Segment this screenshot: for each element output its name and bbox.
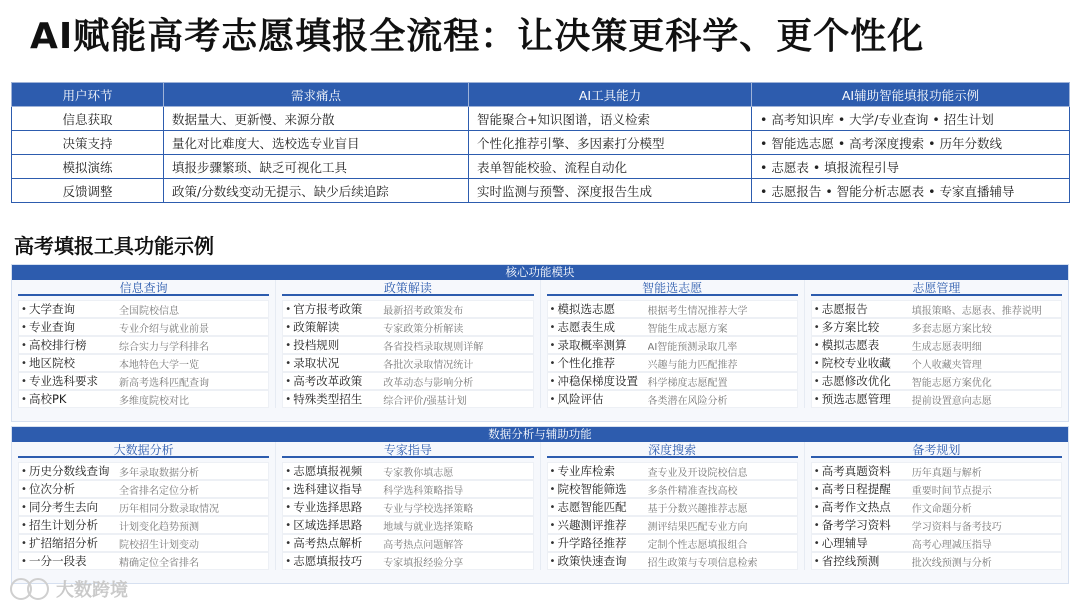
feature-item — [18, 552, 269, 570]
feature-desc: 科学选科策略指导 — [383, 485, 464, 497]
bullet-icon: • — [21, 393, 27, 405]
feature-column — [12, 442, 276, 570]
bullet-icon: • — [285, 339, 292, 351]
feature-item — [18, 462, 269, 480]
feature-desc: 多维度院校对比 — [119, 395, 189, 407]
feature-desc: 填报策略、志愿表、推荐说明 — [911, 305, 1042, 317]
feature-name: 预选志愿管理 — [821, 392, 891, 406]
table-header: 需求痛点 — [164, 83, 469, 107]
feature-column — [276, 280, 540, 408]
feature-column — [805, 442, 1068, 570]
bullet-icon: • — [285, 537, 292, 549]
feature-item — [811, 516, 1062, 534]
bullet-icon: • — [549, 555, 556, 567]
feature-item — [547, 318, 798, 336]
bullet-icon: • — [549, 357, 556, 369]
column-title: 政策解读 — [282, 280, 533, 296]
feature-item — [18, 372, 269, 390]
column-title: 大数据分析 — [18, 442, 269, 458]
bullet-icon: • — [549, 519, 556, 531]
feature-name: 政策解读 — [293, 320, 340, 334]
feature-name: 个性化推荐 — [557, 356, 615, 370]
bullet-icon: • — [21, 483, 27, 495]
bullet-icon: • — [285, 501, 292, 513]
feature-item — [547, 480, 798, 498]
feature-desc: 地域与就业选择策略 — [383, 521, 474, 533]
feature-desc: 新高考选科匹配查询 — [119, 377, 209, 389]
feature-desc: 生成志愿表明细 — [911, 341, 982, 353]
feature-name: 招生计划分析 — [29, 518, 98, 532]
bullet-icon: • — [21, 339, 27, 351]
bullet-icon: • — [21, 519, 27, 531]
feature-item — [547, 552, 798, 570]
feature-column — [541, 442, 805, 570]
bullet-icon: • — [813, 357, 820, 369]
summary-table — [11, 82, 1070, 203]
table-cell: 个性化推荐引擎、多因素打分模型 — [469, 131, 752, 155]
feature-column — [12, 280, 276, 408]
feature-desc: 全省排名定位分析 — [119, 485, 199, 497]
table-cell: • 志愿表 • 填报流程引导 — [752, 155, 1070, 179]
feature-item — [282, 516, 533, 534]
bullet-icon: • — [549, 465, 556, 477]
feature-column — [541, 280, 805, 408]
feature-name: 院校专业收藏 — [821, 356, 891, 370]
table-cell: 政策/分数线变动无提示、缺少后续追踪 — [164, 179, 469, 203]
feature-desc: 科学梯度志愿配置 — [647, 377, 728, 389]
table-header: 用户环节 — [12, 83, 164, 107]
feature-desc: 专业与学校选择策略 — [383, 503, 474, 515]
feature-desc: 各省投档录取规则详解 — [383, 341, 484, 353]
feature-desc: 各批次录取情况统计 — [383, 359, 474, 371]
feature-desc: 专业介绍与就业前景 — [119, 323, 209, 335]
column-title: 智能选志愿 — [547, 280, 798, 296]
feature-name: 区域选择思路 — [293, 518, 363, 532]
feature-name: 省控线预测 — [821, 554, 880, 568]
feature-name: 特殊类型招生 — [293, 392, 363, 406]
feature-item — [547, 516, 798, 534]
table-cell: 数据量大、更新慢、来源分散 — [164, 107, 469, 131]
bullet-icon: • — [549, 537, 556, 549]
feature-item — [18, 516, 269, 534]
feature-item — [18, 354, 269, 372]
feature-name: 官方报考政策 — [293, 302, 363, 316]
feature-desc: 综合评价/强基计划 — [383, 395, 467, 407]
bullet-icon: • — [813, 555, 820, 567]
column-title: 志愿管理 — [811, 280, 1062, 296]
feature-name: 大学查询 — [29, 302, 75, 316]
feature-desc: 高考心理减压指导 — [911, 539, 992, 551]
feature-name: 志愿报告 — [821, 302, 868, 316]
feature-name: 高考真题资料 — [821, 464, 891, 478]
table-cell: • 志愿报告 • 智能分析志愿表 • 专家直播辅导 — [752, 179, 1070, 203]
feature-desc: 院校招生计划变动 — [119, 539, 199, 551]
feature-desc: 专家政策分析解读 — [383, 323, 464, 335]
feature-desc: 根据考生情况推荐大学 — [647, 305, 748, 317]
bullet-icon: • — [285, 555, 292, 567]
bullet-icon: • — [21, 537, 27, 549]
feature-desc: 测评结果匹配专业方向 — [647, 521, 748, 533]
bullet-icon: • — [285, 483, 292, 495]
feature-desc: 计划变化趋势预测 — [119, 521, 199, 533]
bullet-icon: • — [21, 357, 27, 369]
feature-name: 位次分析 — [29, 482, 75, 496]
feature-desc: 最新招考政策发布 — [383, 305, 464, 317]
feature-name: 志愿填报视频 — [293, 464, 363, 478]
table-cell: 智能聚合+知识图谱，语义检索 — [469, 107, 752, 131]
feature-desc: 招生政策与专项信息检索 — [647, 557, 758, 569]
feature-name: 志愿填报技巧 — [293, 554, 363, 568]
table-row — [12, 107, 1070, 131]
feature-name: 高考改革政策 — [293, 374, 363, 388]
feature-desc: 作文命题分析 — [911, 503, 972, 515]
bullet-icon: • — [813, 465, 820, 477]
feature-item — [282, 354, 533, 372]
feature-desc: AI智能预测录取几率 — [647, 341, 738, 353]
feature-name: 高校排行榜 — [29, 338, 87, 352]
bullet-icon: • — [21, 465, 27, 477]
bullet-icon: • — [21, 303, 27, 315]
watermark-logo-icon — [8, 576, 52, 602]
feature-item — [547, 300, 798, 318]
feature-name: 风险评估 — [557, 392, 604, 406]
bullet-icon: • — [813, 393, 820, 405]
feature-item — [547, 336, 798, 354]
bullet-icon: • — [21, 555, 27, 567]
feature-name: 同分考生去向 — [29, 500, 98, 514]
feature-name: 选科建议指导 — [293, 482, 363, 496]
feature-name: 一分一段表 — [29, 554, 87, 568]
table-cell: • 智能选志愿 • 高考深度搜索 • 历年分数线 — [752, 131, 1070, 155]
module-columns — [12, 442, 1068, 570]
feature-desc: 多年录取数据分析 — [119, 467, 199, 479]
table-cell: 表单智能校验、流程自动化 — [469, 155, 752, 179]
table-cell: 模拟演练 — [12, 155, 164, 179]
bullet-icon: • — [549, 375, 556, 387]
column-title: 深度搜索 — [547, 442, 798, 458]
feature-item — [547, 462, 798, 480]
table-cell: 量化对比难度大、选校选专业盲目 — [164, 131, 469, 155]
table-row — [12, 179, 1070, 203]
table-header: AI工具能力 — [469, 83, 752, 107]
bullet-icon: • — [285, 321, 292, 333]
feature-item — [811, 354, 1062, 372]
feature-desc: 智能志愿方案优化 — [911, 377, 992, 389]
module-header: 核心功能模块 — [12, 265, 1068, 280]
feature-item — [811, 300, 1062, 318]
bullet-icon: • — [285, 375, 292, 387]
bullet-icon: • — [549, 501, 556, 513]
bullet-icon: • — [285, 393, 292, 405]
table-cell: 反馈调整 — [12, 179, 164, 203]
feature-name: 高考日程提醒 — [821, 482, 891, 496]
bullet-icon: • — [21, 321, 27, 333]
table-cell: 信息获取 — [12, 107, 164, 131]
feature-name: 志愿智能匹配 — [557, 500, 627, 514]
feature-item — [282, 480, 533, 498]
bullet-icon: • — [813, 339, 820, 351]
bullet-icon: • — [813, 483, 820, 495]
feature-name: 冲稳保梯度设置 — [557, 374, 638, 388]
bullet-icon: • — [21, 375, 27, 387]
feature-desc: 本地特色大学一览 — [119, 359, 199, 371]
feature-item — [811, 318, 1062, 336]
bullet-icon: • — [549, 303, 556, 315]
feature-name: 录取状况 — [293, 356, 340, 370]
bullet-icon: • — [21, 501, 27, 513]
feature-name: 兴趣测评推荐 — [557, 518, 627, 532]
feature-desc: 批次线预测与分析 — [911, 557, 992, 569]
feature-item — [547, 372, 798, 390]
feature-desc: 定制个性志愿填报组合 — [647, 539, 748, 551]
table-cell: 实时监测与预警、深度报告生成 — [469, 179, 752, 203]
bullet-icon: • — [549, 321, 556, 333]
feature-item — [282, 390, 533, 408]
feature-item — [18, 390, 269, 408]
feature-item — [547, 498, 798, 516]
table-cell: • 高考知识库 • 大学/专业查询 • 招生计划 — [752, 107, 1070, 131]
feature-item — [811, 498, 1062, 516]
bullet-icon: • — [813, 321, 820, 333]
bullet-icon: • — [813, 375, 820, 387]
table-cell: 填报步骤繁琐、缺乏可视化工具 — [164, 155, 469, 179]
feature-desc: 学习资料与备考技巧 — [911, 521, 1002, 533]
bullet-icon: • — [285, 519, 292, 531]
feature-item — [811, 552, 1062, 570]
feature-item — [811, 390, 1062, 408]
feature-item — [811, 336, 1062, 354]
column-title: 备考规划 — [811, 442, 1062, 458]
feature-item — [18, 300, 269, 318]
feature-item — [282, 336, 533, 354]
feature-name: 专业选科要求 — [29, 374, 98, 388]
module-header: 数据分析与辅助功能 — [12, 427, 1068, 442]
feature-desc: 综合实力与学科排名 — [119, 341, 209, 353]
feature-name: 模拟选志愿 — [557, 302, 615, 316]
feature-name: 高校PK — [29, 392, 67, 406]
section-title: 高考填报工具功能示例 — [14, 234, 214, 258]
feature-name: 多方案比较 — [821, 320, 880, 334]
feature-item — [18, 336, 269, 354]
column-title: 专家指导 — [282, 442, 533, 458]
feature-desc: 智能生成志愿方案 — [647, 323, 728, 335]
feature-name: 专业选择思路 — [293, 500, 363, 514]
feature-item — [282, 318, 533, 336]
feature-desc: 高考热点问题解答 — [383, 539, 464, 551]
feature-desc: 专家填报经验分享 — [383, 557, 464, 569]
feature-desc: 专家教你填志愿 — [383, 467, 454, 479]
feature-desc: 改革动态与影响分析 — [383, 377, 474, 389]
core-module — [11, 264, 1069, 422]
feature-name: 备考学习资料 — [821, 518, 891, 532]
feature-name: 专业库检索 — [557, 464, 615, 478]
feature-item — [282, 462, 533, 480]
feature-name: 录取概率测算 — [557, 338, 627, 352]
bullet-icon: • — [285, 465, 292, 477]
feature-item — [547, 534, 798, 552]
feature-desc: 全国院校信息 — [119, 305, 179, 317]
feature-name: 专业查询 — [29, 320, 75, 334]
feature-desc: 多条件精准查找高校 — [647, 485, 738, 497]
feature-name: 政策快速查询 — [557, 554, 627, 568]
feature-desc: 多套志愿方案比较 — [911, 323, 992, 335]
table-header-row — [12, 83, 1070, 107]
feature-desc: 重要时间节点提示 — [911, 485, 992, 497]
feature-name: 扩招缩招分析 — [29, 536, 98, 550]
feature-item — [811, 480, 1062, 498]
bullet-icon: • — [813, 303, 820, 315]
feature-item — [282, 498, 533, 516]
watermark — [8, 574, 128, 604]
feature-name: 高考作文热点 — [821, 500, 891, 514]
table-header: AI辅助智能填报功能示例 — [752, 83, 1070, 107]
bullet-icon: • — [285, 357, 292, 369]
feature-desc: 兴趣与能力匹配推荐 — [647, 359, 738, 371]
feature-item — [18, 318, 269, 336]
feature-item — [282, 300, 533, 318]
feature-desc: 个人收藏夹管理 — [911, 359, 982, 371]
feature-name: 志愿修改优化 — [821, 374, 891, 388]
bullet-icon: • — [813, 519, 820, 531]
feature-item — [547, 390, 798, 408]
feature-name: 高考热点解析 — [293, 536, 363, 550]
feature-name: 志愿表生成 — [557, 320, 615, 334]
feature-name: 心理辅导 — [821, 536, 868, 550]
table-row — [12, 155, 1070, 179]
feature-name: 升学路径推荐 — [557, 536, 627, 550]
feature-item — [811, 462, 1062, 480]
feature-item — [282, 552, 533, 570]
bullet-icon: • — [549, 483, 556, 495]
feature-column — [276, 442, 540, 570]
bullet-icon: • — [549, 339, 556, 351]
feature-column — [805, 280, 1068, 408]
bullet-icon: • — [285, 303, 292, 315]
feature-name: 地区院校 — [29, 356, 75, 370]
feature-desc: 基于分数兴趣推荐志愿 — [647, 503, 748, 515]
feature-item — [547, 354, 798, 372]
feature-desc: 各类潜在风险分析 — [647, 395, 728, 407]
feature-item — [282, 372, 533, 390]
feature-name: 院校智能筛选 — [557, 482, 627, 496]
feature-name: 模拟志愿表 — [821, 338, 880, 352]
table-cell: 决策支持 — [12, 131, 164, 155]
bullet-icon: • — [813, 537, 820, 549]
bullet-icon: • — [549, 393, 556, 405]
feature-desc: 精确定位全省排名 — [119, 557, 199, 569]
feature-desc: 历年相同分数录取情况 — [119, 503, 219, 515]
module-columns — [12, 280, 1068, 408]
feature-item — [282, 534, 533, 552]
feature-item — [18, 534, 269, 552]
feature-item — [18, 480, 269, 498]
feature-desc: 查专业及开设院校信息 — [647, 467, 748, 479]
column-title: 信息查询 — [18, 280, 269, 296]
feature-desc: 历年真题与解析 — [911, 467, 982, 479]
table-row — [12, 131, 1070, 155]
feature-item — [18, 498, 269, 516]
feature-item — [811, 372, 1062, 390]
feature-name: 历史分数线查询 — [29, 464, 110, 478]
feature-name: 投档规则 — [293, 338, 340, 352]
feature-item — [811, 534, 1062, 552]
bullet-icon: • — [813, 501, 820, 513]
page-title: AI赋能高考志愿填报全流程：让决策更科学、更个性化 — [30, 16, 925, 57]
analysis-module — [11, 426, 1069, 584]
watermark-text: 大数跨境 — [56, 580, 128, 601]
feature-desc: 提前设置意向志愿 — [911, 395, 992, 407]
